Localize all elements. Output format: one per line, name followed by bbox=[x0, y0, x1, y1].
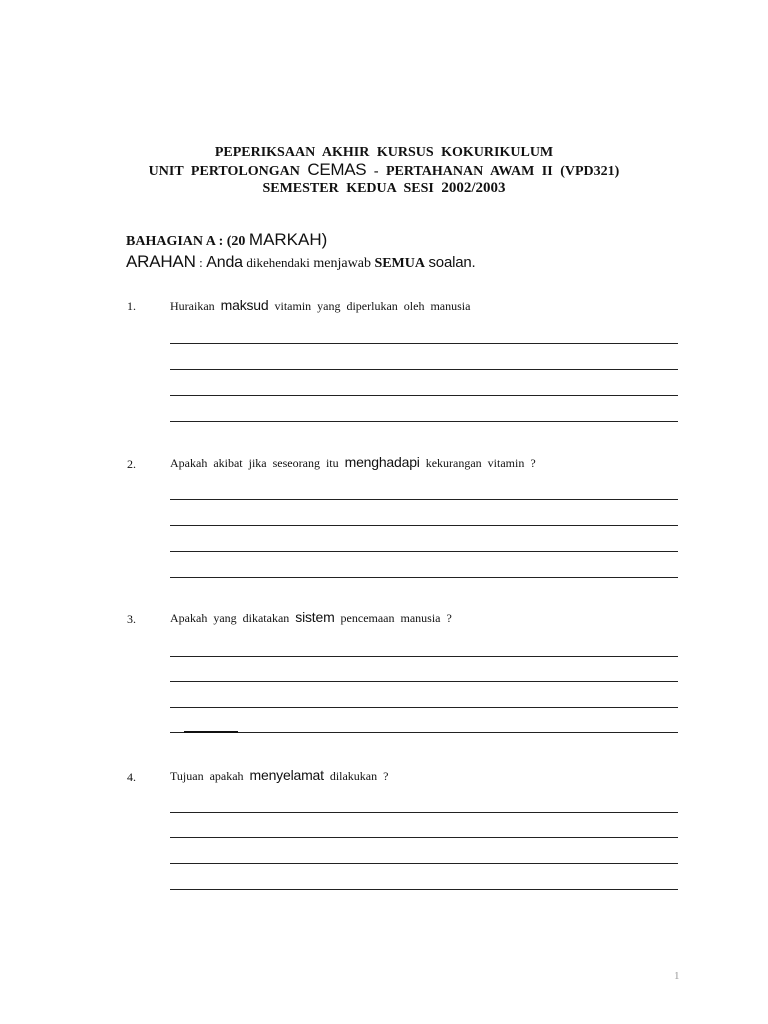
answer-line[interactable] bbox=[170, 577, 678, 578]
answer-line[interactable] bbox=[170, 812, 678, 813]
exam-header bbox=[0, 144, 768, 197]
header-line-2 bbox=[0, 161, 768, 180]
question-text-part: Tujuan apakah bbox=[170, 769, 244, 783]
answer-line[interactable] bbox=[170, 525, 678, 526]
header-line-1 bbox=[0, 144, 768, 161]
answer-line[interactable] bbox=[170, 732, 678, 733]
instruction-word-semua: SEMUA bbox=[374, 256, 425, 271]
section-header bbox=[126, 230, 475, 274]
question-text-part: kekurangan vitamin ? bbox=[425, 456, 536, 470]
answer-line[interactable] bbox=[170, 863, 678, 864]
question-number: 3. bbox=[127, 612, 136, 626]
question-text-part: Apakah yang dikatakan bbox=[170, 611, 290, 625]
question-number: 2. bbox=[127, 457, 136, 471]
section-title-marks: MARKAH) bbox=[248, 230, 328, 249]
header-semester: SEMESTER KEDUA SESI bbox=[262, 181, 434, 196]
question-text bbox=[170, 297, 470, 314]
answer-line[interactable] bbox=[170, 551, 678, 552]
answer-line[interactable] bbox=[170, 395, 678, 396]
instruction-colon: : bbox=[199, 255, 203, 270]
answer-line[interactable] bbox=[170, 889, 678, 890]
pen-mark bbox=[184, 731, 238, 733]
header-session: 2002/2003 bbox=[441, 180, 506, 196]
question-text bbox=[170, 454, 536, 471]
question-text-part: Apakah akibat jika seseorang itu bbox=[170, 456, 339, 470]
header-unit-cemas: CEMAS bbox=[307, 160, 367, 179]
header-title: PEPERIKSAAN AKHIR KURSUS KOKURIKULUM bbox=[214, 145, 554, 160]
question-text bbox=[170, 609, 452, 626]
header-line-3 bbox=[0, 180, 768, 197]
answer-line[interactable] bbox=[170, 499, 678, 500]
question-text-emph: menyelamat bbox=[249, 767, 324, 783]
instruction-word-anda: Anda bbox=[206, 254, 243, 271]
question-text-part: dilakukan ? bbox=[329, 769, 389, 783]
instruction-label: ARAHAN bbox=[126, 252, 196, 271]
answer-line[interactable] bbox=[170, 837, 678, 838]
answer-line[interactable] bbox=[170, 707, 678, 708]
answer-line[interactable] bbox=[170, 421, 678, 422]
question-text-part: pencemaan manusia ? bbox=[340, 611, 452, 625]
answer-line[interactable] bbox=[170, 681, 678, 682]
question-text-part: Huraikan bbox=[170, 299, 215, 313]
instruction-word-soalan: soalan. bbox=[428, 254, 476, 271]
question-text-emph: sistem bbox=[295, 609, 335, 625]
header-dash: - bbox=[373, 164, 379, 179]
question-text bbox=[170, 767, 388, 784]
question-number: 1. bbox=[127, 299, 136, 313]
section-title-part: BAHAGIAN A : (20 bbox=[126, 234, 246, 249]
answer-line[interactable] bbox=[170, 656, 678, 657]
answer-line[interactable] bbox=[170, 369, 678, 370]
header-unit: UNIT PERTOLONGAN bbox=[148, 164, 300, 179]
question-number: 4. bbox=[127, 770, 136, 784]
header-course: PERTAHANAN AWAM II (VPD321) bbox=[386, 164, 620, 179]
question-text-emph: maksud bbox=[220, 297, 269, 313]
instruction-word-dikehendaki: dikehendaki bbox=[246, 255, 310, 270]
answer-line[interactable] bbox=[170, 343, 678, 344]
section-title bbox=[126, 230, 475, 252]
section-instructions bbox=[126, 252, 475, 274]
question-text-emph: menghadapi bbox=[344, 454, 420, 470]
instruction-word-menjawab: menjawab bbox=[313, 256, 371, 271]
question-text-part: vitamin yang diperlukan oleh manusia bbox=[274, 299, 471, 313]
page-number: 1 bbox=[674, 970, 680, 982]
